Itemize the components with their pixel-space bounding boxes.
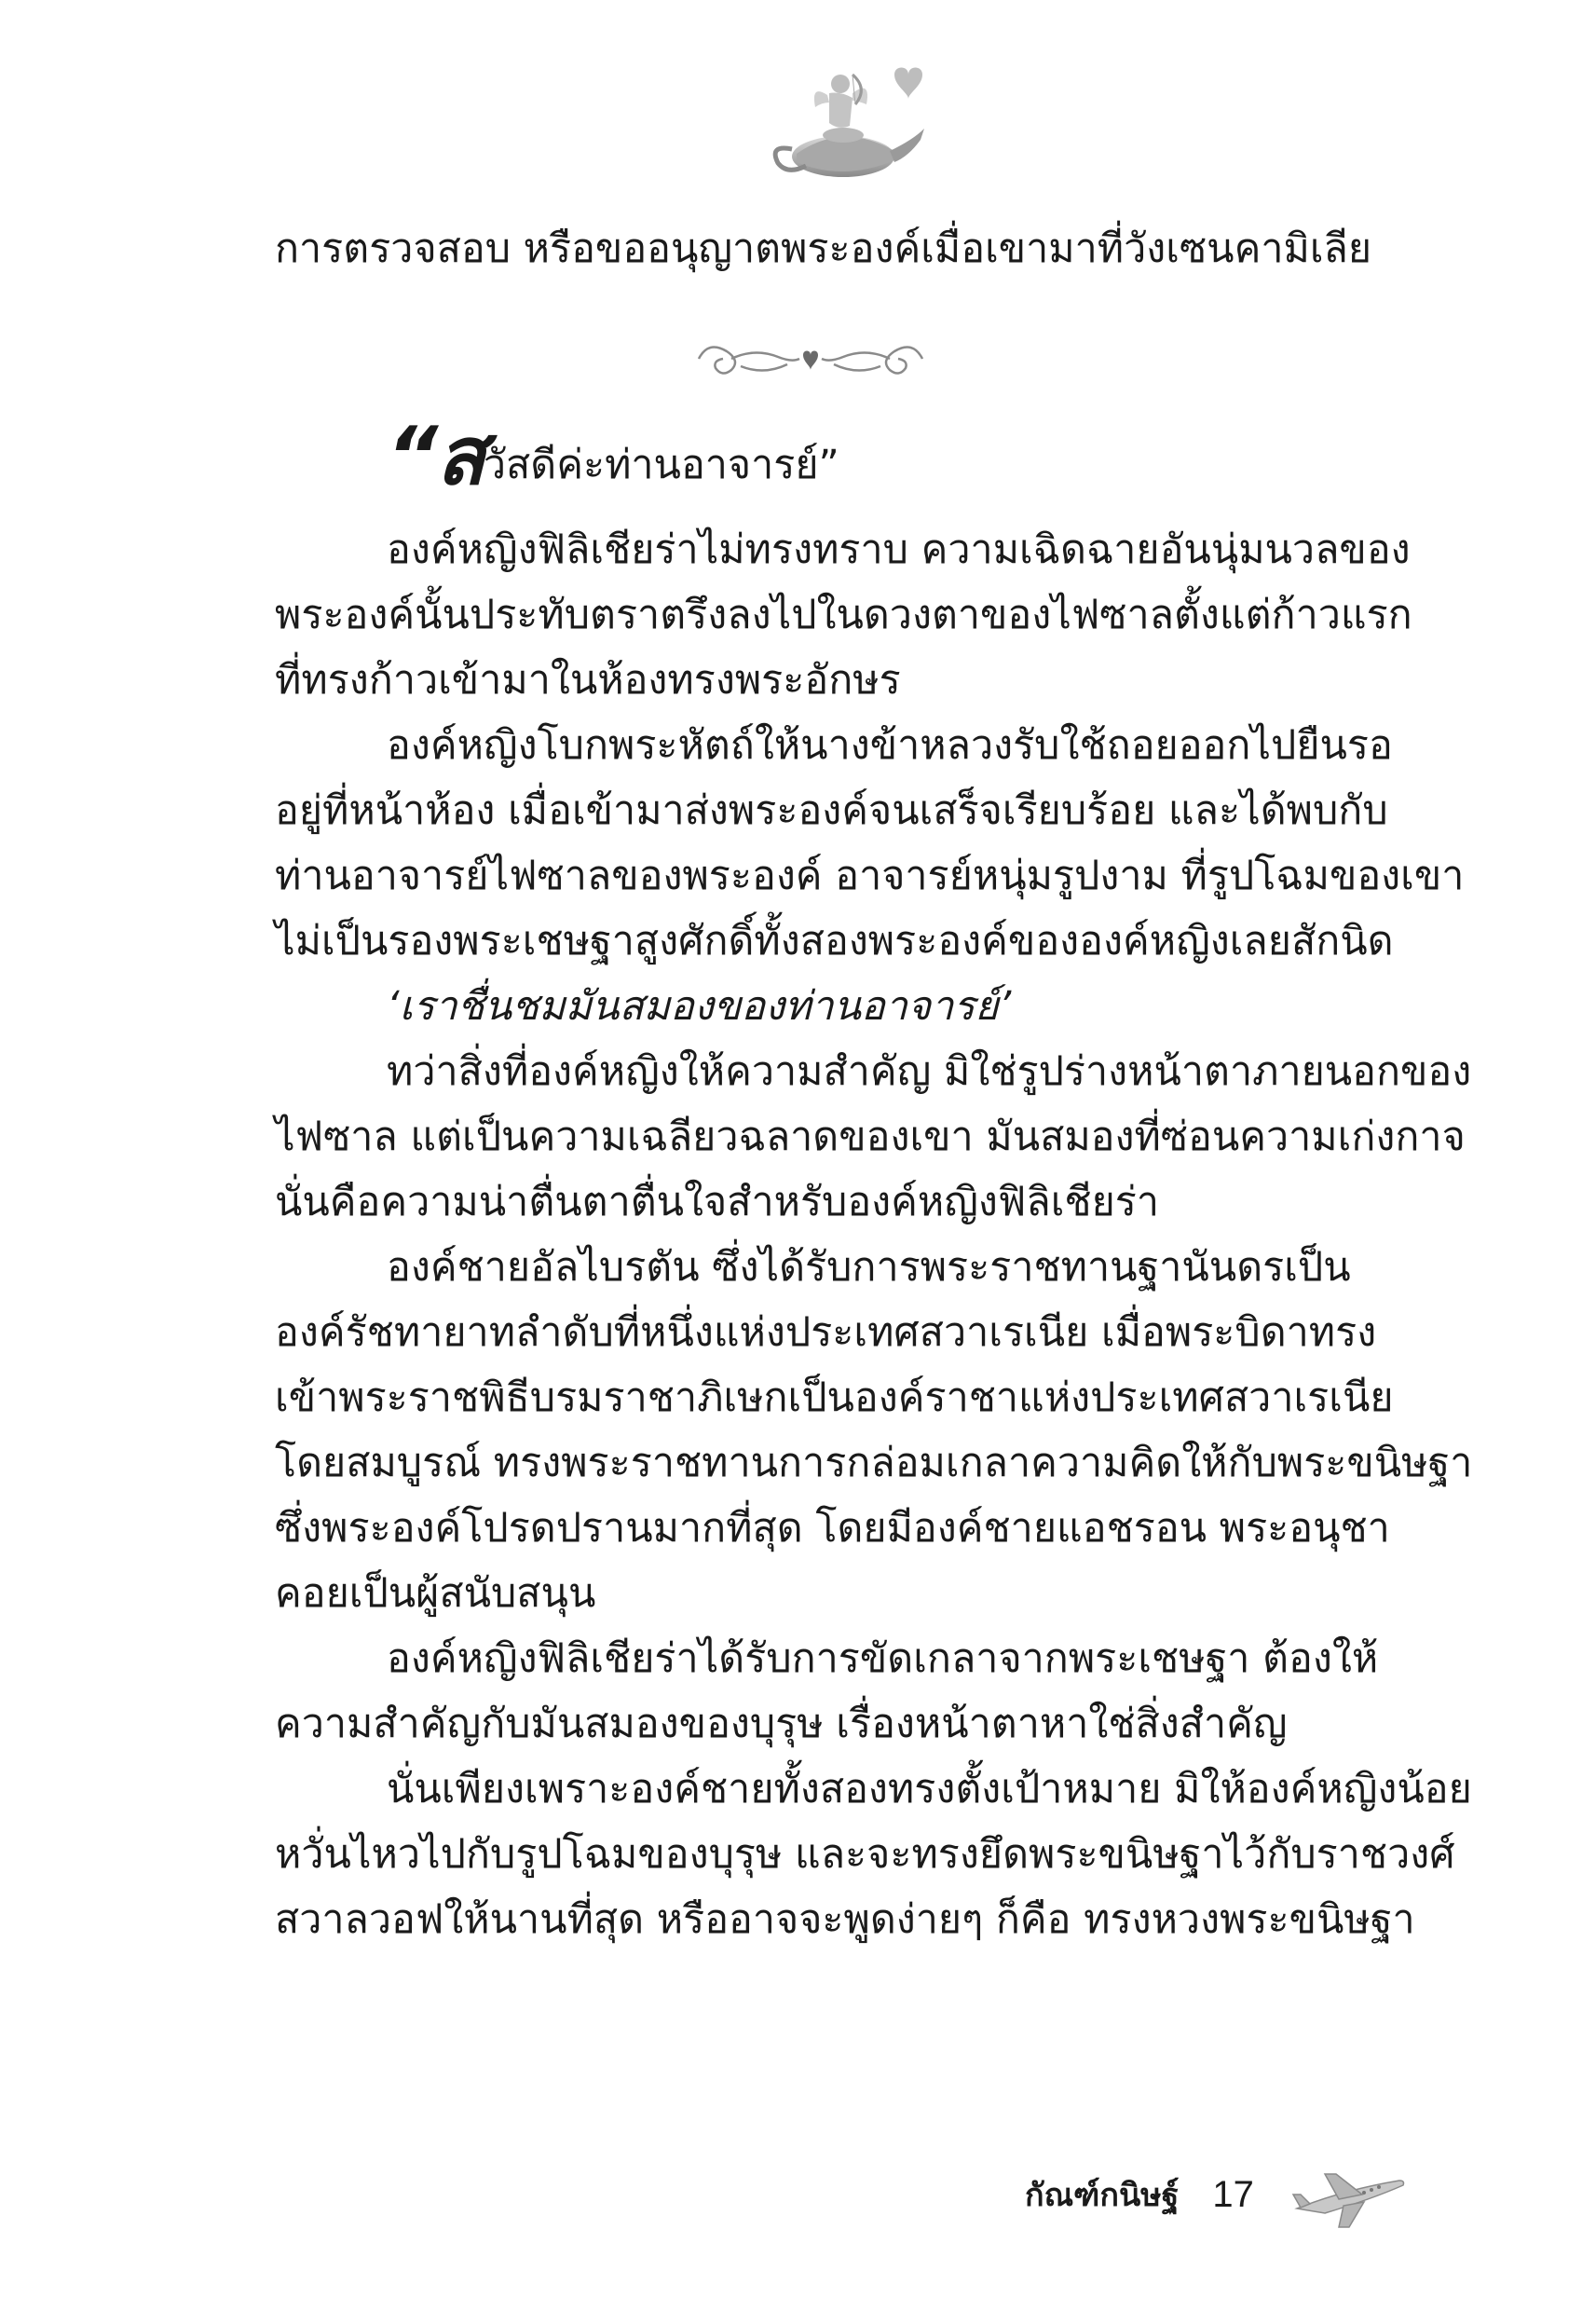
text-line: ไฟซาล แต่เป็นความเฉลียวฉลาดของเขา มันสมองที่ซ่อนความเก่งกาจ	[275, 1114, 1466, 1160]
text-line: ที่ทรงก้าวเข้ามาในห้องทรงพระอักษร	[275, 657, 901, 704]
text-line: ‘เราชื่นชมมันสมองของท่านอาจารย์’	[387, 983, 1012, 1030]
text-line: ซึ่งพระองค์โปรดปรานมากที่สุด โดยมีองค์ชายแอชรอน พระอนุชา	[275, 1505, 1390, 1552]
text-line: คอยเป็นผู้สนับสนุน	[275, 1570, 596, 1617]
text-line: นั่นคือความน่าตื่นตาตื่นใจสำหรับองค์หญิงฟิลิเชียร่า	[275, 1179, 1160, 1225]
book-title: กัณฑ์กนิษฐ์	[1025, 2177, 1180, 2214]
text-line: สวาลวอฟให้นานที่สุด หรืออาจจะพูดง่ายๆ ก็คือ ทรงหวงพระขนิษฐา	[275, 1896, 1415, 1943]
text-line: องค์รัชทายาทลำดับที่หนึ่งแห่งประเทศสวาเรเนีย เมื่อพระบิดาทรง	[275, 1309, 1377, 1356]
page-footer	[1025, 2153, 1409, 2236]
teapot-ornament-icon	[764, 47, 932, 186]
dropcap: “ส	[387, 410, 484, 503]
flourish-divider-icon	[689, 331, 932, 387]
text-line: นั่นเพียงเพราะองค์ชายทั้งสองทรงตั้งเป้าหมาย มิให้องค์หญิงน้อย	[387, 1766, 1472, 1812]
text-line: หวั่นไหวไปกับรูปโฉมของบุรุษ และจะทรงยึดพระขนิษฐาไว้กับราชวงศ์	[275, 1831, 1455, 1878]
text-line: องค์หญิงโบกพระหัตถ์ให้นางข้าหลวงรับใช้ถอยออกไปยืนรอ	[387, 722, 1393, 769]
text-line: เข้าพระราชพิธีบรมราชาภิเษกเป็นองค์ราชาแห่งประเทศสวาเรเนีย	[275, 1374, 1394, 1421]
first-paragraph	[387, 410, 839, 503]
first-line-text: วัสดีค่ะท่านอาจารย์”	[483, 442, 839, 488]
text-line: อยู่ที่หน้าห้อง เมื่อเข้ามาส่งพระองค์จนเสร็จเรียบร้อย และได้พบกับ	[275, 787, 1388, 834]
text-line: พระองค์นั้นประทับตราตรึงลงไปในดวงตาของไฟซาลตั้งแต่ก้าวแรก	[275, 592, 1412, 638]
page-number: 17	[1212, 2173, 1254, 2215]
body-text	[275, 517, 1473, 1952]
text-line: องค์ชายอัลไบรตัน ซึ่งได้รับการพระราชทานฐานันดรเป็น	[387, 1244, 1351, 1291]
text-line: ท่านอาจารย์ไฟซาลของพระองค์ อาจารย์หนุ่มรูปงาม ที่รูปโฉมของเขา	[275, 853, 1465, 899]
airplane-icon	[1288, 2157, 1409, 2232]
carryover-line: การตรวจสอบ หรือขออนุญาตพระองค์เมื่อเขามาที่วังเซนคามิเลีย	[275, 226, 1372, 272]
text-line: ทว่าสิ่งที่องค์หญิงให้ความสำคัญ มิใช่รูปร่างหน้าตาภายนอกของ	[387, 1048, 1472, 1095]
text-line: ไม่เป็นรองพระเชษฐาสูงศักดิ์ทั้งสองพระองค์ขององค์หญิงเลยสักนิด	[275, 918, 1394, 964]
text-line: โดยสมบูรณ์ ทรงพระราชทานการกล่อมเกลาความคิดให้กับพระขนิษฐา	[275, 1440, 1473, 1486]
text-line: องค์หญิงฟิลิเชียร่าไม่ทรงทราบ ความเฉิดฉายอันนุ่มนวลของ	[387, 526, 1411, 573]
text-line: ความสำคัญกับมันสมองของบุรุษ เรื่องหน้าตาหาใช่สิ่งสำคัญ	[275, 1701, 1288, 1747]
text-line: องค์หญิงฟิลิเชียร่าได้รับการขัดเกลาจากพระเชษฐา ต้องให้	[387, 1635, 1379, 1682]
